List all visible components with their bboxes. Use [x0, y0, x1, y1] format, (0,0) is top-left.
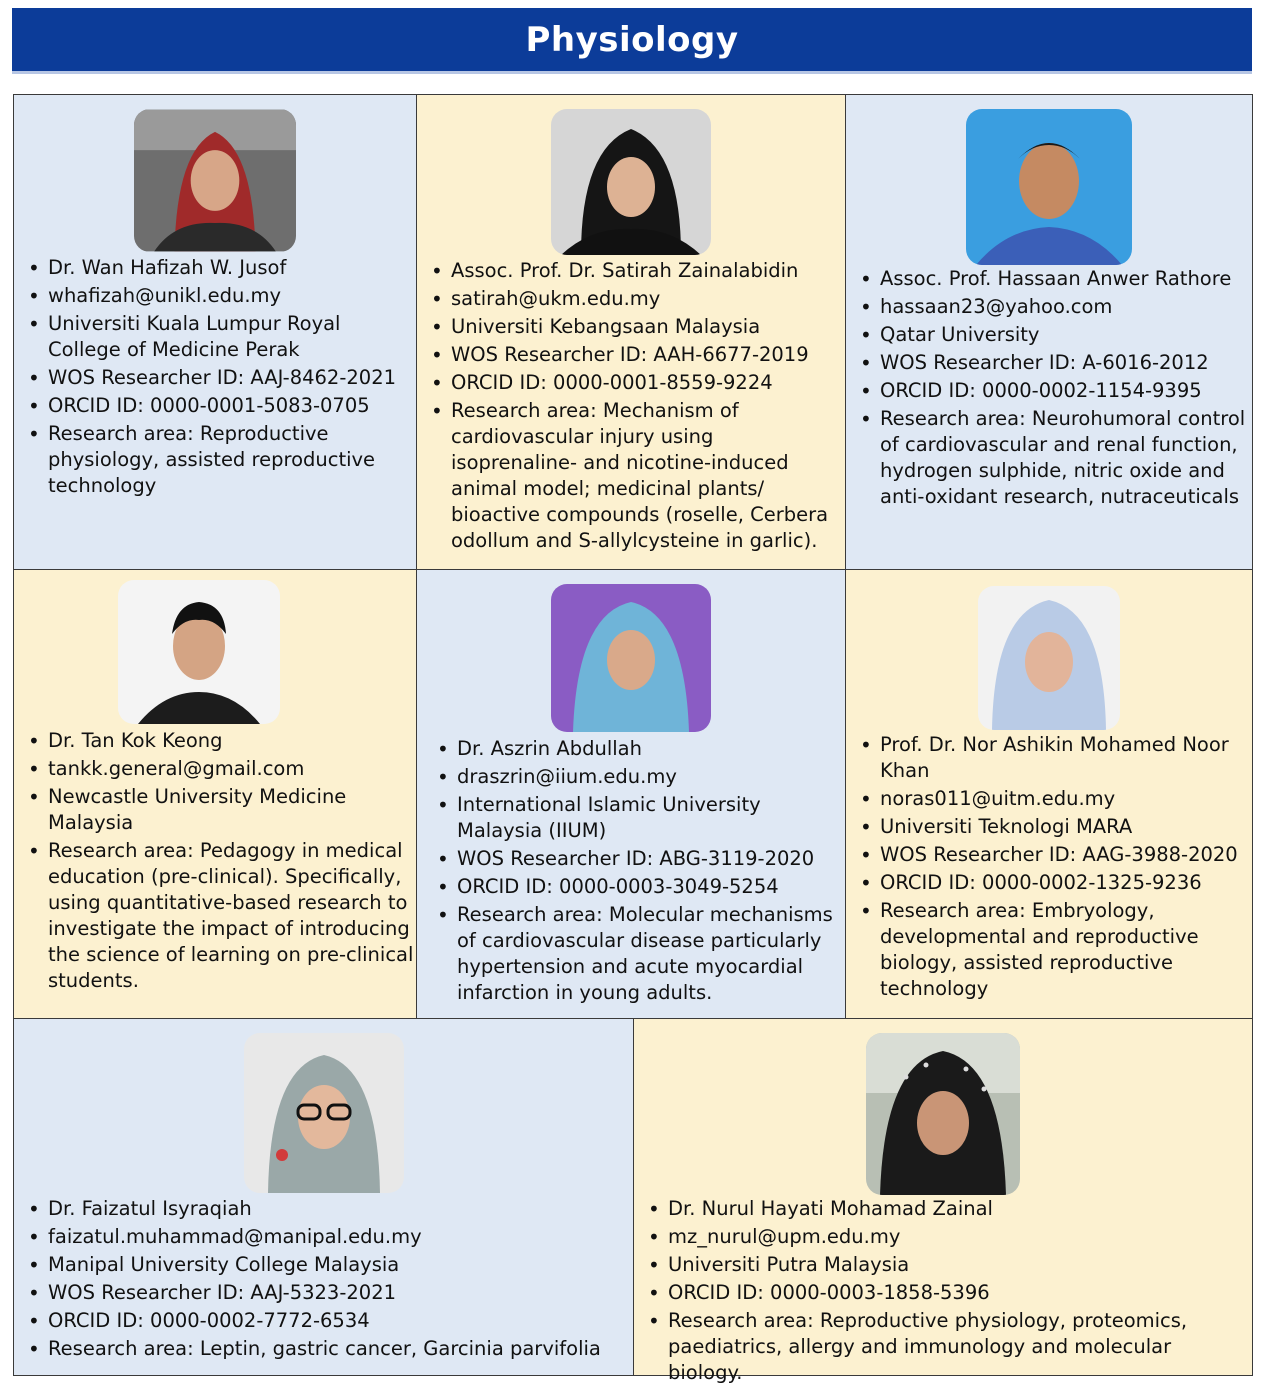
profile-wos-id: • WOS Researcher ID: ABG-3119-2020	[435, 846, 839, 872]
profile-research-area: • Research area: Molecular mechanisms of cardiovascular disease particularly hypertension and acute myocardial infarction in young adults.	[435, 902, 839, 1006]
profile-research-area: • Research area: Reproductive physiology, proteomics, paediatrics, allergy and immunology and molecular biology.	[646, 1308, 1246, 1386]
profile-affiliation: • Newcastle University Medicine Malaysia	[26, 784, 414, 836]
profile-details	[26, 1196, 626, 1364]
profile-wos-id: • WOS Researcher ID: A-6016-2012	[858, 350, 1248, 376]
profile-card	[633, 1018, 1253, 1384]
portrait-photo	[866, 1033, 1020, 1195]
profile-research-area: • Research area: Neurohumoral control of cardiovascular and renal function, hydrogen sulphide, nitric oxide and anti-oxidant research, nutraceuticals	[858, 406, 1248, 510]
portrait-photo-icon	[134, 109, 296, 252]
profile-details	[26, 728, 414, 996]
portrait-photo-icon	[866, 1033, 1020, 1195]
profile-orcid-id: • ORCID ID: 0000-0003-3049-5254	[435, 874, 839, 900]
profile-details	[429, 258, 839, 556]
profile-email: • whafizah@unikl.edu.my	[26, 283, 410, 309]
portrait-photo-icon	[551, 584, 711, 732]
profile-email: • faizatul.muhammad@manipal.edu.my	[26, 1224, 626, 1250]
profile-details	[435, 736, 839, 1008]
profile-name: • Dr. Nurul Hayati Mohamad Zainal	[646, 1196, 1246, 1222]
page-title: Physiology	[525, 19, 739, 60]
portrait-photo	[966, 109, 1132, 265]
portrait-photo-icon	[551, 109, 711, 255]
profile-name: • Assoc. Prof. Hassaan Anwer Rathore	[858, 266, 1248, 292]
profile-name: • Dr. Faizatul Isyraqiah	[26, 1196, 626, 1222]
profile-card	[13, 94, 417, 570]
profile-card	[845, 94, 1253, 570]
profile-name: • Assoc. Prof. Dr. Satirah Zainalabidin	[429, 258, 839, 284]
profile-name: • Prof. Dr. Nor Ashikin Mohamed Noor Khan	[858, 732, 1252, 784]
profile-wos-id: • WOS Researcher ID: AAJ-8462-2021	[26, 365, 410, 391]
profile-email: • satirah@ukm.edu.my	[429, 286, 839, 312]
profile-affiliation: • Universiti Kebangsaan Malaysia	[429, 314, 839, 340]
profile-affiliation: • Qatar University	[858, 322, 1248, 348]
profile-name: • Dr. Aszrin Abdullah	[435, 736, 839, 762]
profile-research-area: • Research area: Embryology, developmental and reproductive biology, assisted reproductive technology	[858, 898, 1252, 1002]
profile-card	[845, 569, 1253, 1019]
profile-email: • draszrin@iium.edu.my	[435, 764, 839, 790]
profile-affiliation: • Manipal University College Malaysia	[26, 1252, 626, 1278]
portrait-photo-icon	[966, 109, 1132, 265]
portrait-photo-icon	[244, 1033, 404, 1193]
portrait-photo	[551, 109, 711, 255]
profile-orcid-id: • ORCID ID: 0000-0001-5083-0705	[26, 393, 410, 419]
profile-details	[858, 732, 1252, 1004]
profile-email: • noras011@uitm.edu.my	[858, 786, 1252, 812]
profile-affiliation: • Universiti Kuala Lumpur Royal College of Medicine Perak	[26, 311, 410, 363]
portrait-photo	[244, 1033, 404, 1193]
profile-affiliation: • Universiti Teknologi MARA	[858, 814, 1252, 840]
profile-email: • mz_nurul@upm.edu.my	[646, 1224, 1246, 1250]
portrait-photo-icon	[118, 580, 280, 724]
portrait-photo	[134, 109, 296, 252]
profile-research-area: • Research area: Leptin, gastric cancer, Garcinia parvifolia	[26, 1336, 626, 1362]
page-header	[12, 8, 1252, 74]
profile-orcid-id: • ORCID ID: 0000-0003-1858-5396	[646, 1280, 1246, 1306]
profile-details	[26, 255, 410, 501]
profile-card	[416, 569, 846, 1019]
portrait-photo	[978, 586, 1120, 730]
profile-details	[646, 1196, 1246, 1388]
profile-name: • Dr. Tan Kok Keong	[26, 728, 414, 754]
profile-research-area: • Research area: Reproductive physiology, assisted reproductive technology	[26, 421, 410, 499]
profile-card	[13, 1018, 634, 1376]
portrait-photo	[551, 584, 711, 732]
profile-name: • Dr. Wan Hafizah W. Jusof	[26, 255, 410, 281]
profile-orcid-id: • ORCID ID: 0000-0001-8559-9224	[429, 370, 839, 396]
profile-orcid-id: • ORCID ID: 0000-0002-7772-6534	[26, 1308, 626, 1334]
profile-card	[13, 569, 417, 1019]
profile-research-area: • Research area: Pedagogy in medical education (pre-clinical). Specifically, using quantitative-based research to investigate the impact of introducing the science of learning on pre-clinical students.	[26, 838, 414, 994]
profile-wos-id: • WOS Researcher ID: AAH-6677-2019	[429, 342, 839, 368]
profile-orcid-id: • ORCID ID: 0000-0002-1154-9395	[858, 378, 1248, 404]
profile-affiliation: • International Islamic University Malaysia (IIUM)	[435, 792, 839, 844]
profile-details	[858, 266, 1248, 512]
profile-email: • tankk.general@gmail.com	[26, 756, 414, 782]
portrait-photo	[118, 580, 280, 724]
profile-orcid-id: • ORCID ID: 0000-0002-1325-9236	[858, 870, 1252, 896]
profile-wos-id: • WOS Researcher ID: AAJ-5323-2021	[26, 1280, 626, 1306]
profile-card	[416, 94, 846, 570]
portrait-photo-icon	[978, 586, 1120, 730]
profile-affiliation: • Universiti Putra Malaysia	[646, 1252, 1246, 1278]
profile-research-area: • Research area: Mechanism of cardiovascular injury using isoprenaline- and nicotine-induced animal model; medicinal plants/ bioactive compounds (roselle, Cerbera odollum and S-allylcysteine in garlic).	[429, 398, 839, 554]
profile-email: • hassaan23@yahoo.com	[858, 294, 1248, 320]
profile-wos-id: • WOS Researcher ID: AAG-3988-2020	[858, 842, 1252, 868]
